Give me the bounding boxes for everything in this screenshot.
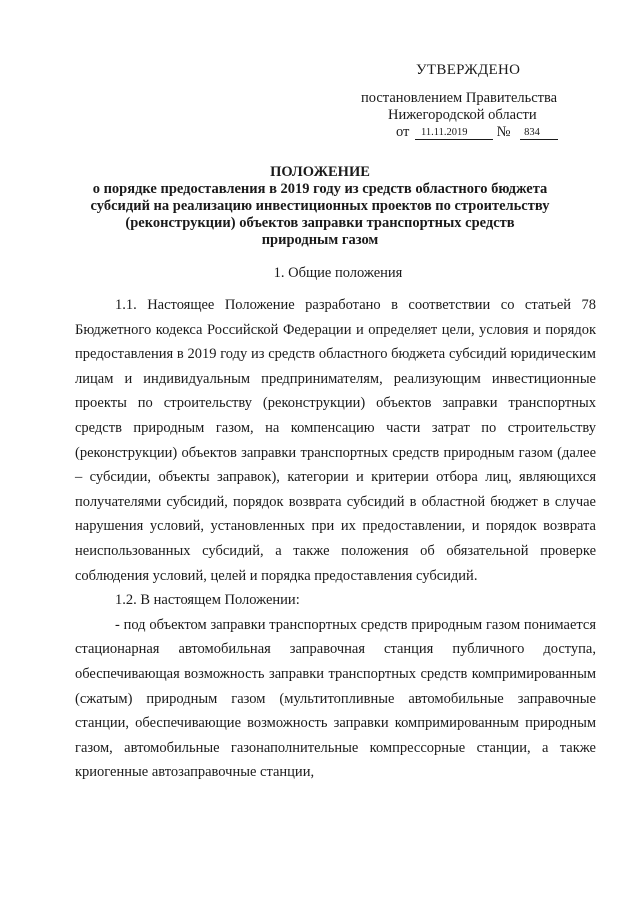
paragraph-1-2: 1.2. В настоящем Положении: bbox=[115, 592, 300, 609]
title-line-1: о порядке предоставления в 2019 году из средств областного бюджета bbox=[92, 181, 548, 197]
approval-date-number-line bbox=[396, 124, 558, 141]
paragraph-1-1: 1.1. Настоящее Положение разработано в соответствии со статьей 78 Бюджетного кодекса Российской Федерации и определяет цели, условия и порядок предоставления в 2019 году из средств областного бюджета субсидий юридическим лицам и индивидуальным предпринимателям, реализующим инвестиционные проекты по строительству (реконструкции) объектов заправки транспортных средств природным газом, на компенсацию части затрат по строительству (реконструкции) объектов заправки транспортных средств природным газом (далее – субсидии, объекты заправок), категории и критерии отбора лиц, являющихся получателями субсидий, порядок возврата субсидий в областной бюджет в случае нарушения условий, установленных при их предоставлении, и порядок возврата неиспользованных субсидий, а также положения об обязательной проверке соблюдения условий, целей и порядка предоставления субсидий. bbox=[75, 297, 596, 584]
title-line-2: субсидий на реализацию инвестиционных проектов по строительству bbox=[90, 198, 550, 214]
date-prefix: от bbox=[396, 124, 410, 140]
title-line-3: (реконструкции) объектов заправки транспортных средств bbox=[125, 215, 515, 231]
decree-date: 11.11.2019 bbox=[415, 126, 493, 140]
approved-label: УТВЕРЖДЕНО bbox=[416, 62, 521, 78]
decree-number: 834 bbox=[520, 126, 558, 140]
paragraph-item-1: - под объектом заправки транспортных средств природным газом понимается стационарная автомобильная заправочная станция публичного доступа, обеспечивающая возможность заправки транспортных средств компримированным (сжатым) природным газом (мультитопливные автомобильные заправочные станции, обеспечивающие возможность заправки компримированным природным газом, автомобильные газонаполнительные компрессорные станции, а также криогенные автозаправочные станции, bbox=[75, 616, 596, 781]
title-heading: ПОЛОЖЕНИЕ bbox=[270, 164, 370, 180]
section-title: 1. Общие положения bbox=[273, 265, 403, 281]
document-title bbox=[60, 164, 580, 249]
approval-decree-line: постановлением Правительства bbox=[361, 90, 558, 106]
document-body bbox=[75, 293, 596, 785]
number-sign: № bbox=[496, 124, 511, 140]
approval-region-line: Нижегородской области bbox=[388, 107, 537, 123]
title-line-4: природным газом bbox=[261, 232, 379, 248]
